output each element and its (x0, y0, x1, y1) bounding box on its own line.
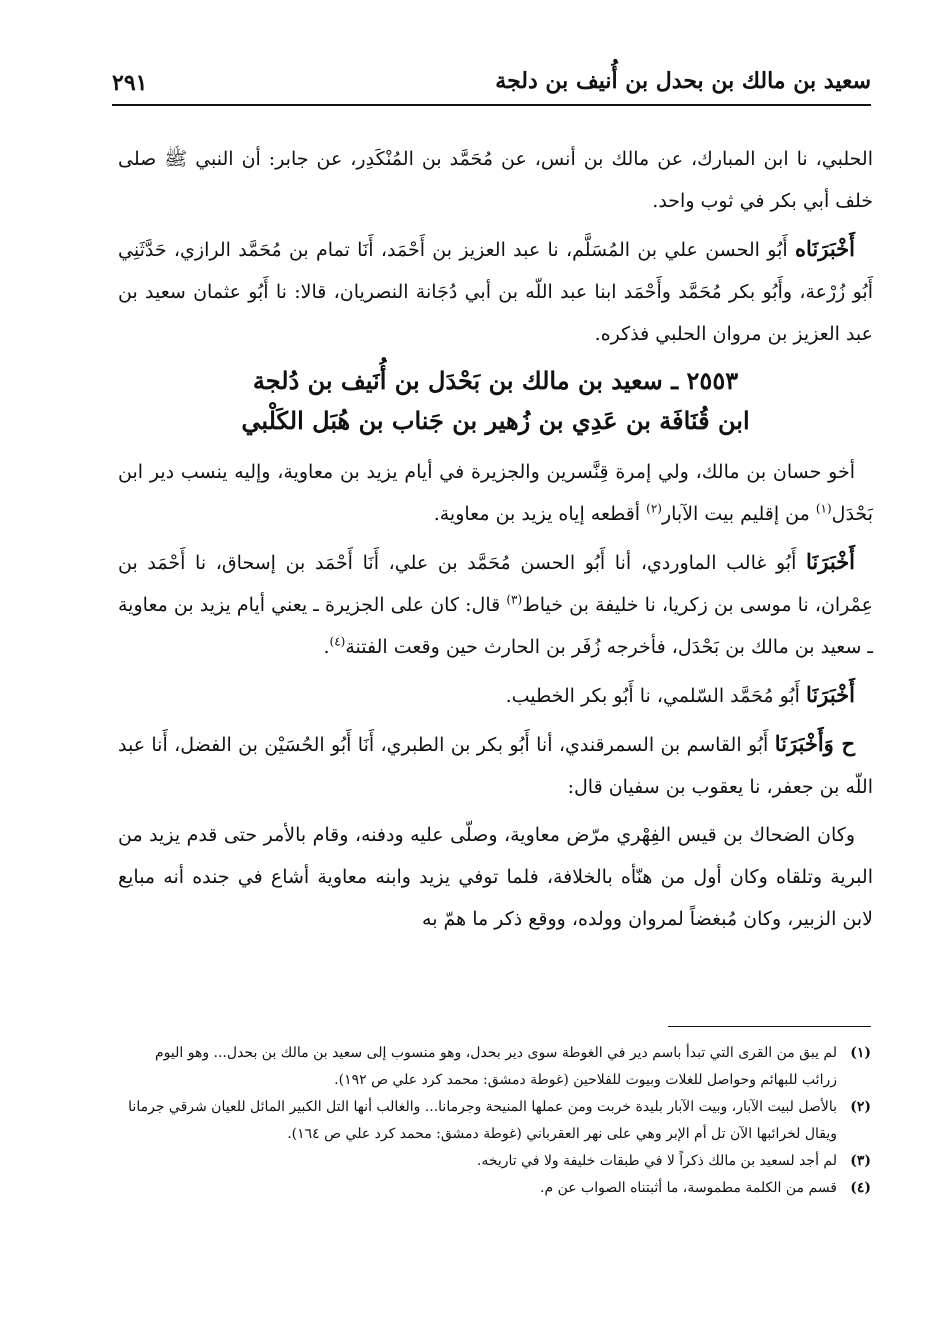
header-rule (112, 104, 871, 106)
footnote-number: (٤) (850, 1180, 871, 1196)
paragraph-6 (118, 723, 873, 808)
footnote (118, 1040, 871, 1094)
paragraph-3-text-c: أقطعه إياه يزيد بن معاوية. (433, 503, 647, 525)
footnote (118, 1148, 871, 1175)
entry-heading-line-1: ٢٥٥٣ ـ سعيد بن مالك بن بَحْدَل بن أُنَيف بن دُلجة (252, 366, 739, 395)
footnote-ref-3[interactable]: (٣) (506, 592, 523, 607)
footnote-number: (٢) (850, 1099, 871, 1115)
paragraph-4-text-c: . (323, 636, 330, 658)
paragraph-5 (118, 674, 873, 717)
paragraph-4 (118, 541, 873, 668)
page-header (112, 64, 871, 104)
isnad-keyword: أَخْبَرَنَا (806, 682, 855, 707)
paragraph-3-text-b: من إقليم بيت الآبار (661, 503, 816, 525)
paragraph-6-text: أَبُو القاسم بن السمرقندي، أنا أَبُو بكر بن الطبري، أَنَا أَبُو الحُسَيْن بن الفضل، أَنا عبد اللّه بن جعفر، نا يعقوب بن سفيان قال: (118, 734, 873, 798)
footnote (118, 1175, 871, 1202)
paragraph-5-text: أَبُو مُحَمَّد السّلمي، نا أَبُو بكر الخطيب. (505, 685, 800, 707)
footnote-ref-1[interactable]: (١) (815, 501, 832, 516)
page-number: ٢٩١ (112, 70, 148, 96)
paragraph-3 (118, 451, 873, 535)
paragraph-3-text-a: أخو حسان بن مالك، ولي إمرة قِنَّسرين والجزيرة في أيام يزيد بن معاوية، وإليه ينسب دير ابن بَحْدَل (118, 461, 873, 525)
footnote-text: لم يبق من القرى التي تبدأ باسم دير في الغوطة سوى دير بحدل، وهو منسوب إلى سعيد بن مالك بن بحدل... وهو اليوم زرائب للبهائم وحواصل للغلات وبيوت للفلاحين (غوطة دمشق: محمد كرد علي ص ١٩٢). (154, 1045, 837, 1088)
footnote-text: بالأصل لبيت الآبار، وبيت الآبار بليدة خربت ومن عملها المنيحة وجرمانا... والغالب أنها التل الكبير المائل للعيان شرقي جرمانا ويقال لخرائبها الآن تل أم الإبر وهي على نهر العقرباني (غوطة دمشق: محمد كرد علي ص ١٦٤). (128, 1099, 837, 1142)
footnote (118, 1094, 871, 1148)
isnad-keyword: ح وَأَخْبَرَنَا (774, 731, 856, 756)
isnad-keyword: أَخْبَرَنَا (806, 549, 856, 574)
paragraph-2-text: أَبُو الحسن علي بن المُسَلَّم، نا عبد العزيز بن أَحْمَد، أَنَا تمام بن مُحَمَّد الرازي، حَدَّثَنِي أَبُو زُرْعة، وأَبُو بكر مُحَمَّد وأَحْمَد ابنا عبد اللّه بن أبي دُجَانة النصريان، قالا: نا أَبُو عثمان سعيد بن عبد العزيز بن مروان الحلبي فذكره. (118, 239, 873, 345)
footnote-text: لم أجد لسعيد بن مالك ذكراً لا في طبقات خليفة ولا في تاريخه. (476, 1153, 837, 1169)
footnotes (118, 1040, 871, 1202)
paragraph-1: الحلبي، نا ابن المبارك، عن مالك بن أنس، عن مُحَمَّد بن المُنْكَدِر، عن جابر: أن النبي ﷺ صلى خلف أبي بكر في ثوب واحد. (118, 148, 873, 212)
entry-heading (118, 361, 873, 441)
footnote-ref-4[interactable]: (٤) (329, 634, 346, 649)
footnotes-rule (668, 1026, 871, 1027)
main-text (118, 138, 873, 946)
paragraph-4-text-b: قال: كان على الجزيرة ـ يعني أيام يزيد بن معاوية ـ سعيد بن مالك بن بَحْدَل، فأخرجه زُفَر بن الحارث حين وقعت الفتنة (118, 594, 873, 658)
footnote-text: قسم من الكلمة مطموسة، ما أثبتناه الصواب عن م. (540, 1180, 837, 1196)
footnote-number: (٣) (850, 1153, 871, 1169)
entry-heading-line-2: ابن قُنَافَة بن عَدِي بن زُهير بن جَناب بن هُبَل الكَلْبي (241, 406, 750, 435)
running-title: سعيد بن مالك بن بحدل بن أُنيف بن دلجة (495, 68, 871, 94)
footnote-ref-2[interactable]: (٢) (646, 501, 662, 516)
paragraph-4-text-a: أَبُو غالب الماوردي، أنا أَبُو الحسن مُحَمَّد بن علي، أَنَا أَحْمَد بن إسحاق، نا أَحْمَد بن عِمْران، نا موسى بن زكريا، نا خليفة بن خياط (118, 552, 873, 616)
paragraph-7: وكان الضحاك بن قيس الفِهْري مرّض معاوية، وصلّى عليه ودفنه، وقام بالأمر حتى قدم يزيد من البرية وتلقاه وكان أول من هنّأه بالخلافة، فلما توفي يزيد وابنه معاوية أشاع في جنده أنه مبايع لابن الزبير، وكان مُبغضاً لمروان وولده، ووقع ذكر ما همّ به (118, 824, 873, 930)
footnote-number: (١) (850, 1045, 871, 1061)
paragraph-2 (118, 228, 873, 355)
isnad-keyword: أَخْبَرَنَاه (795, 236, 855, 261)
